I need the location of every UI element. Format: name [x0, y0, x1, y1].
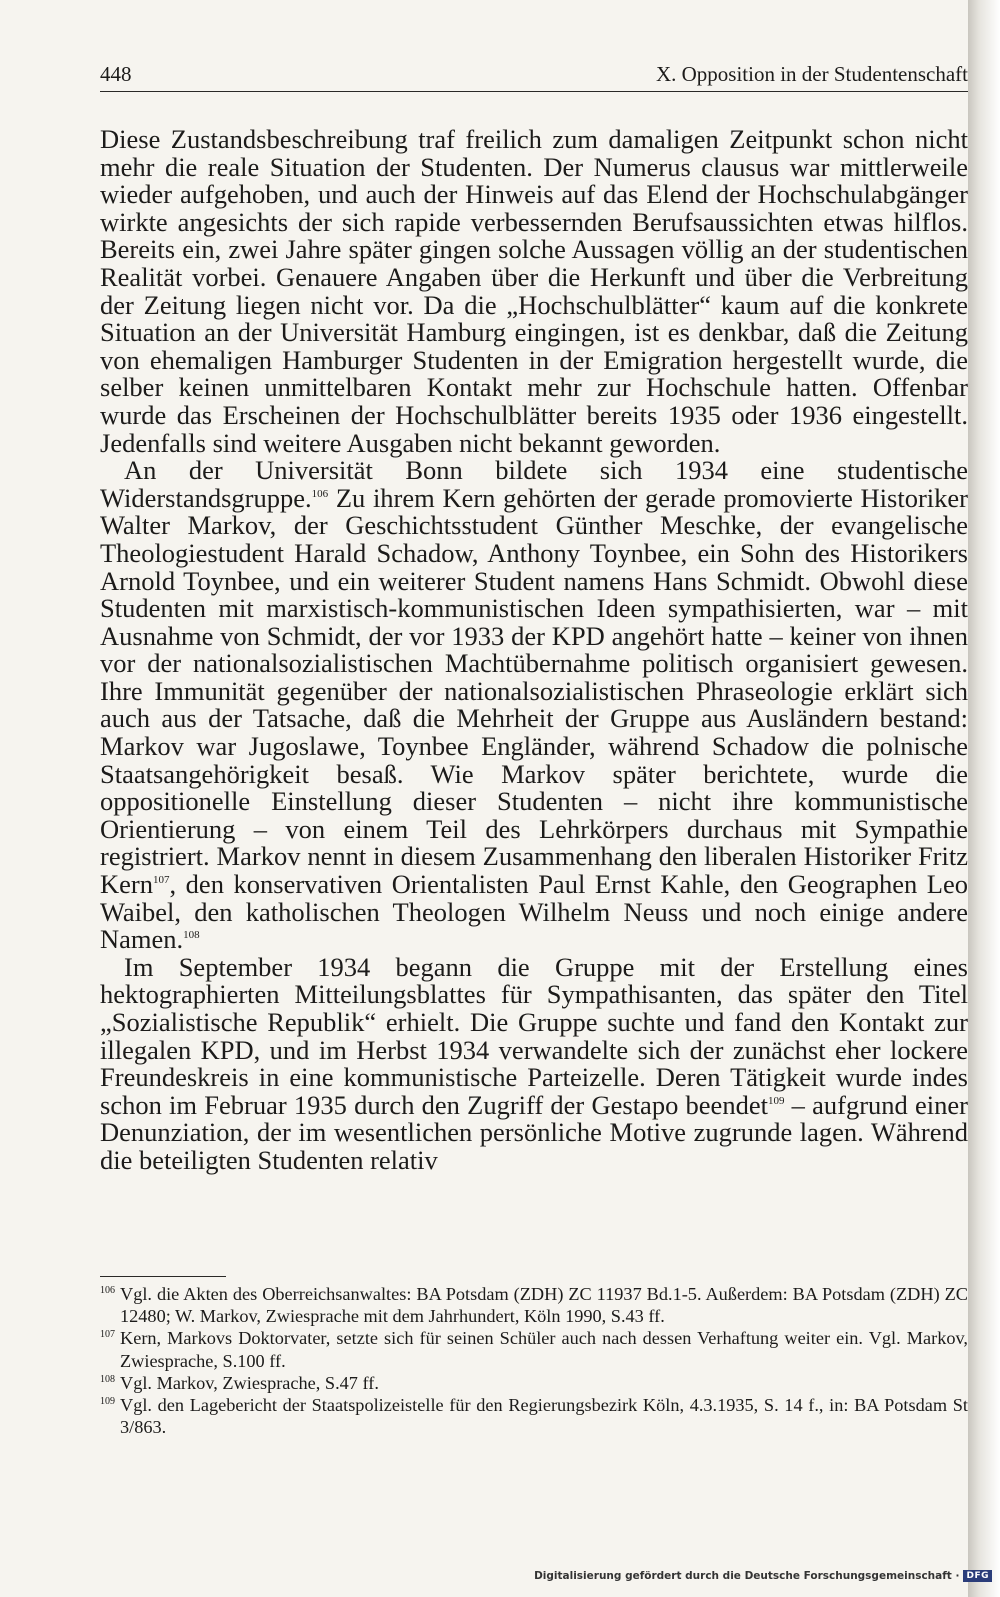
- footnote-text: Vgl. die Akten des Oberreichsanwaltes: BA Potsdam (ZDH) ZC 11937 Bd.1-5. Außerdem: BA Potsdam (ZDH) ZC 12480; W. Markov, Zwiesprache mit dem Jahrhundert, Köln 1990, S.43 ff.: [120, 1284, 968, 1327]
- footnote-ref-109[interactable]: 109: [767, 1094, 785, 1107]
- footnote-text: Vgl. den Lagebericht der Staatspolizeistelle für den Regierungsbezirk Köln, 4.3.1935, S. 14 f., in: BA Potsdam St 3/863.: [120, 1395, 968, 1438]
- dfg-logo: DFG: [963, 1570, 992, 1582]
- footnote-ref-106[interactable]: 106: [311, 487, 329, 500]
- footnotes: [100, 1283, 968, 1438]
- paragraph-3: [100, 951, 968, 1175]
- page-number: 448: [100, 62, 132, 86]
- footnote-number: 107: [100, 1329, 115, 1341]
- paragraph-2-text-a: An der Universität Bonn bildete sich 1934 eine studentische Widerstandsgruppe.: [100, 455, 968, 513]
- funding-note: [534, 1567, 992, 1585]
- funding-text: Digitalisierung gefördert durch die Deutsche Forschungsgemeinschaft ·: [534, 1570, 960, 1582]
- paragraph-3-text-a: Im September 1934 begann die Gruppe mit der Erstellung eines hektographierten Mitteilungsblattes für Sympathisanten, das später den Titel „Sozialistische Republik“ erhielt. Die Gruppe suchte und fand den Kontakt zur illegalen KPD, und im Herbst 1934 verwandelte sich der zunächst eher lockere Freundeskreis in eine kommunistische Parteizelle. Deren Tätigkeit wurde indes schon im Februar 1935 durch den Zugriff der Gestapo beendet: [100, 951, 968, 1120]
- running-title: X. Opposition in der Studentenschaft: [655, 62, 968, 86]
- footnote-ref-108[interactable]: 108: [183, 929, 200, 942]
- paragraph-2: [100, 457, 968, 954]
- page-edge: [968, 0, 1000, 1597]
- paragraph-3-text-b: – aufgrund einer Denunziation, der im wesentlichen persönliche Motive zugrunde lagen. Während die beteiligten Studenten relativ: [100, 1089, 968, 1175]
- footnote-number: 109: [100, 1396, 115, 1408]
- footnote: [100, 1372, 968, 1394]
- footnote-number: 108: [100, 1373, 115, 1385]
- footnote-ref-107[interactable]: 107: [152, 874, 170, 887]
- page-header: [100, 62, 968, 88]
- paragraph-2-text-c: , den konservativen Orientalisten Paul Ernst Kahle, den Geographen Leo Waibel, den katholischen Theologen Wilhelm Neuss und noch einige andere Namen.: [100, 869, 968, 955]
- footnote: [100, 1283, 968, 1327]
- header-rule: [100, 91, 968, 92]
- footnote: [100, 1327, 968, 1371]
- footnote-text: Vgl. Markov, Zwiesprache, S.47 ff.: [120, 1372, 379, 1393]
- body-text: [100, 126, 968, 1175]
- footnote-text: Kern, Markovs Doktorvater, setzte sich für seinen Schüler auch nach dessen Verhaftung weiter ein. Vgl. Markov, Zwiesprache, S.100 ff.: [120, 1328, 968, 1371]
- paragraph-2-text-b: Zu ihrem Kern gehörten der gerade promovierte Historiker Walter Markov, der Geschichtsstudent Günther Meschke, der evangelische Theologiestudent Harald Schadow, Anthony Toynbee, ein Sohn des Historikers Arnold Toynbee, und ein weiterer Student namens Hans Schmidt. Obwohl diese Studenten mit marxistisch-kommunistischen Ideen sympathisierten, war – mit Ausnahme von Schmidt, der vor 1933 der KPD angehört hatte – keiner von ihnen vor der nationalsozialistischen Machtübernahme politisch organisiert gewesen. Ihre Immunität gegenüber der nationalsozialistischen Phraseologie erklärt sich auch aus der Tatsache, daß die Mehrheit der Gruppe aus Ausländern bestand: Markov war Jugoslawe, Toynbee Engländer, während Schadow die polnische Staatsangehörigkeit besaß. Wie Markov später berichtete, wurde die oppositionelle Einstellung dieser Studenten – nicht ihre kommunistische Orientierung – von einem Teil des Lehrkörpers durchaus mit Sympathie registriert. Markov nennt in diesem Zusammenhang den liberalen Historiker Fritz Kern: [100, 482, 968, 900]
- footnote-number: 106: [100, 1285, 115, 1296]
- footnote-rule: [100, 1276, 226, 1277]
- paragraph-1: Diese Zustandsbeschreibung traf freilich zum damaligen Zeitpunkt schon nicht mehr die reale Situation der Studenten. Der Numerus clausus war mittlerweile wieder aufgehoben, und auch der Hinweis auf das Elend der Hochschulabgänger wirkte angesichts der sich rapide verbessernden Berufsaussichten etwas hilflos. Bereits ein, zwei Jahre später gingen solche Aussagen völlig an der studentischen Realität vorbei. Genauere Angaben über die Herkunft und über die Verbreitung der Zeitung liegen nicht vor. Da die „Hochschulblätter“ kaum auf die konkrete Situation an der Universität Hamburg eingingen, ist es denkbar, daß die Zeitung von ehemaligen Hamburger Studenten in der Emigration hergestellt wurde, die selber keinen unmittelbaren Kontakt mehr zur Hochschule hatten. Offenbar wurde das Erscheinen der Hochschulblätter bereits 1935 oder 1936 eingestellt. Jedenfalls sind weitere Ausgaben nicht bekannt geworden.: [100, 124, 968, 458]
- footnote: [100, 1394, 968, 1438]
